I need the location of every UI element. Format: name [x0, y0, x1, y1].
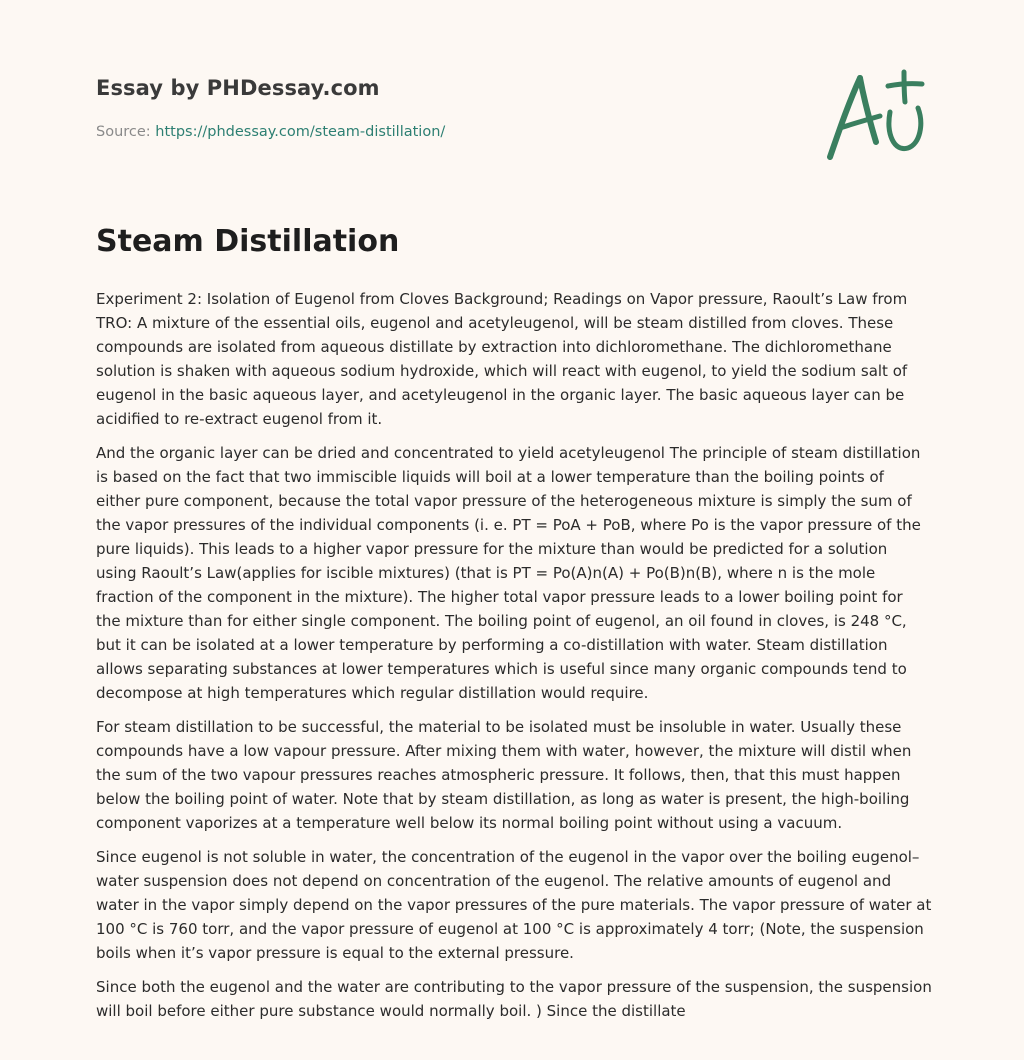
- essay-paragraph: And the organic layer can be dried and concentrated to yield acetyleugenol The principle of steam distillation is based on the fact that two immiscible liquids will boil at a lower temperature than the boiling points of either pure component, because the total vapor pressure of the heterogeneous mixture is simply the sum of the vapor pressures of the individual components (i. e. PT = PoA + PoB, where Po is the vapor pressure of the pure liquids). This leads to a higher vapor pressure for the mixture than would be predicted for a solution using Raoult’s Law(applies for iscible mixtures) (that is PT = Po(A)n(A) + Po(B)n(B), where n is the mole fraction of the component in the mixture). The higher total vapor pressure leads to a lower boiling point for the mixture than for either single component. The boiling point of eugenol, an oil found in cloves, is 248 °C, but it can be isolated at a lower temperature by performing a co-distillation with water. Steam distillation allows separating substances at lower temperatures which is useful since many organic compounds tend to decompose at high temperatures which regular distillation would require.: [96, 444, 921, 702]
- essay-paragraph: Since both the eugenol and the water are contributing to the vapor pressure of the suspension, the suspension will boil before either pure substance would normally boil. ) Since the distillate: [96, 978, 932, 1020]
- a-plus-logo-icon: [820, 64, 930, 164]
- essay-body: [96, 287, 932, 1033]
- source-link[interactable]: https://phdessay.com/steam-distillation/: [155, 124, 446, 140]
- site-title: Essay by PHDessay.com: [96, 76, 380, 100]
- essay-paragraph: Since eugenol is not soluble in water, the concentration of the eugenol in the vapor over the boiling eugenol–water suspension does not depend on concentration of the eugenol. The relative amounts of eugenol and water in the vapor simply depend on the vapor pressures of the pure materials. The vapor pressure of water at 100 °C is 760 torr, and the vapor pressure of eugenol at 100 °C is approximately 4 torr; (Note, the suspension boils when it’s vapor pressure is equal to the external pressure.: [96, 848, 932, 962]
- essay-paragraph: For steam distillation to be successful, the material to be isolated must be insoluble in water. Usually these compounds have a low vapour pressure. After mixing them with water, however, the mixture will distil when the sum of the two vapour pressures reaches atmospheric pressure. It follows, then, that this must happen below the boiling point of water. Note that by steam distillation, as long as water is present, the high-boiling component vaporizes at a temperature well below its normal boiling point without using a vacuum.: [96, 718, 912, 832]
- essay-paragraph: Experiment 2: Isolation of Eugenol from Cloves Background; Readings on Vapor pressure, Raoult’s Law from TRO: A mixture of the essential oils, eugenol and acetyleugenol, will be steam distilled from cloves. These compounds are isolated from aqueous distillate by extraction into dichloromethane. The dichloromethane solution is shaken with aqueous sodium hydroxide, which will react with eugenol, to yield the sodium salt of eugenol in the basic aqueous layer, and acetyleugenol in the organic layer. The basic aqueous layer can be acidified to re-extract eugenol from it.: [96, 290, 908, 428]
- source-label: Source:: [96, 124, 156, 140]
- essay-title: Steam Distillation: [96, 224, 400, 259]
- source-line: [96, 124, 445, 140]
